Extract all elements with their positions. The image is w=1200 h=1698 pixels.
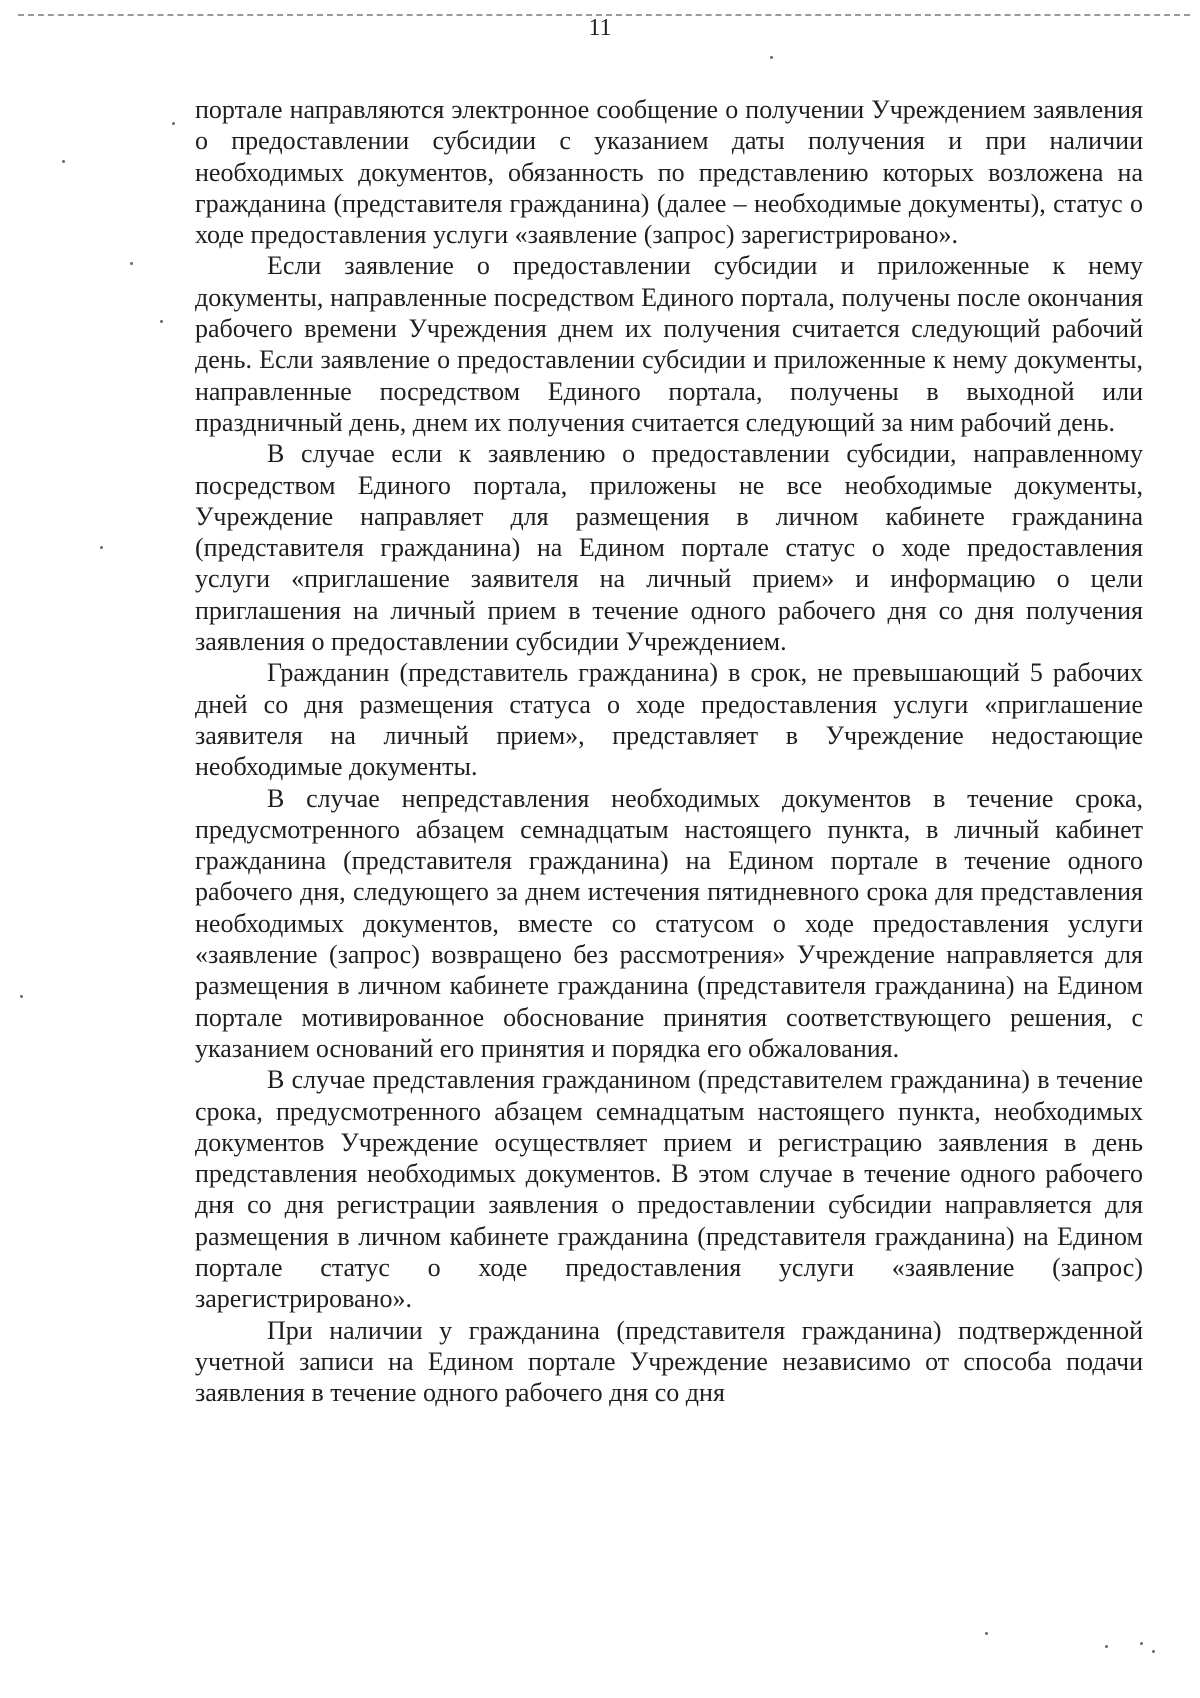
scan-speck — [20, 995, 23, 998]
paragraph-7: При наличии у гражданина (представителя гражданина) подтвержденной учетной записи на Едином портале Учреждение независимо от способа подачи заявления в течение одного рабочего дня со дня — [195, 1315, 1143, 1408]
paragraph-1: порталe направляются электронное сообщение о получении Учреждением заявления о предоставлении субсидии с указанием даты получения и при наличии необходимых документов, обязанность по представлению которых возложена на гражданина (представителя гражданина) (далее – необходимые документы), статус о ходе предоставления услуги «заявление (запрос) зарегистрировано». — [195, 95, 1143, 250]
scan-speck — [1152, 1650, 1155, 1653]
scan-speck — [1140, 1642, 1143, 1645]
paragraph-2: Если заявление о предоставлении субсидии и приложенные к нему документы, направленные посредством Единого портала, получены после окончания рабочего времени Учреждения днем их получения считается следующий рабочий день. Если заявление о предоставлении субсидии и приложенные к нему документы, направленные посредством Единого портала, получены в выходной или праздничный день, днем их получения считается следующий за ним рабочий день. — [195, 251, 1143, 437]
scan-speck — [1105, 1645, 1108, 1648]
scan-speck — [130, 262, 133, 265]
paragraph-3: В случае если к заявлению о предоставлении субсидии, направленному посредством Единого портала, приложены не все необходимые документы, Учреждение направляет для размещения в личном кабинете гражданина (представителя гражданина) на Едином портале статус о ходе предоставления услуги «приглашение заявителя на личный прием» и информацию о цели приглашения на личный прием в течение одного рабочего дня со дня получения заявления о предоставлении субсидии Учреждением. — [195, 439, 1143, 657]
page-number: 11 — [588, 15, 612, 41]
paragraph-6: В случае представления гражданином (представителем гражданина) в течение срока, предусмотренного абзацем семнадцатым настоящего пункта, необходимых документов Учреждение осуществляет прием и регистрацию заявления в день представления необходимых документов. В этом случае в течение одного рабочего дня со дня регистрации заявления о предоставлении субсидии направляется для размещения в личном кабинете гражданина (представителя гражданина) на Едином портале статус о ходе предоставления услуги «заявление (запрос) зарегистрировано». — [195, 1065, 1143, 1314]
scan-speck — [62, 160, 65, 163]
paragraph-5: В случае непредставления необходимых документов в течение срока, предусмотренного абзацем семнадцатым настоящего пункта, в личный кабинет гражданина (представителя гражданина) на Едином портале в течение одного рабочего дня, следующего за днем истечения пятидневного срока для представления необходимых документов, вместе со статусом о ходе предоставления услуги «заявление (запрос) возвращено без рассмотрения» Учреждение направляется для размещения в личном кабинете гражданина (представителя гражданина) на Едином портале мотивированное обоснование принятия соответствующего решения, с указанием оснований его принятия и порядка его обжалования. — [195, 783, 1143, 1063]
scan-speck — [172, 122, 175, 125]
body-text — [195, 94, 1143, 1408]
paragraph-4: Гражданин (представитель гражданина) в срок, не превышающий 5 рабочих дней со дня размещения статуса о ходе предоставления услуги «приглашение заявителя на личный прием», представляет в Учреждение недостающие необходимые документы. — [195, 658, 1143, 782]
scan-speck — [770, 56, 773, 59]
scan-speck — [100, 546, 103, 549]
scan-speck — [160, 320, 163, 323]
scan-speck — [985, 1632, 988, 1635]
